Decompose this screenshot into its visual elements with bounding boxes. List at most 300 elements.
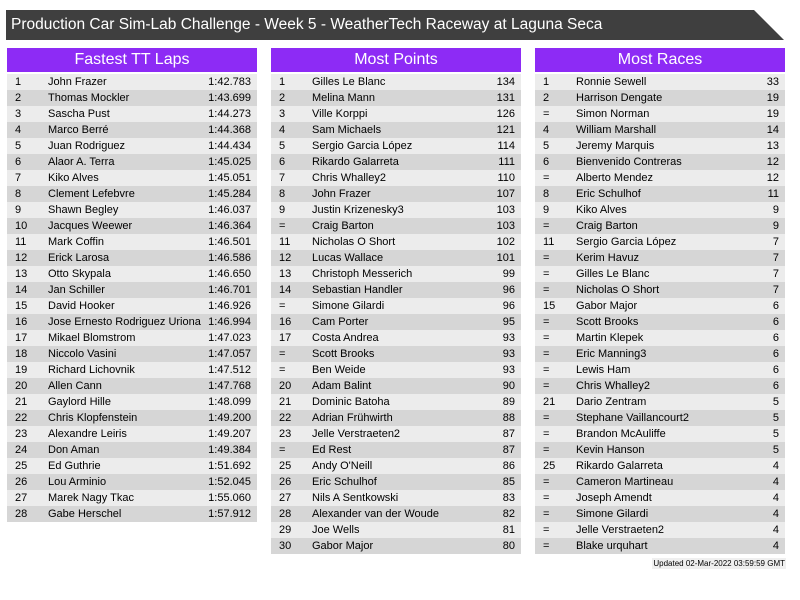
position-cell: 4 xyxy=(15,124,22,136)
value-cell: 1:51.692 xyxy=(208,460,251,472)
driver-name-cell: Kerim Havuz xyxy=(576,252,639,264)
position-cell: 23 xyxy=(279,428,292,440)
table-row xyxy=(7,362,257,378)
driver-name-cell: Nils A Sentkowski xyxy=(312,492,399,504)
value-cell: 1:45.051 xyxy=(208,172,251,184)
position-cell: 27 xyxy=(279,492,292,504)
table-row xyxy=(7,506,257,522)
table-row xyxy=(7,474,257,490)
table-row xyxy=(535,106,785,122)
table-row xyxy=(7,106,257,122)
value-cell: 103 xyxy=(496,220,515,232)
value-cell: 85 xyxy=(502,476,515,488)
table-row xyxy=(271,250,521,266)
driver-name-cell: Sebastian Handler xyxy=(312,284,403,296)
page-title: Production Car Sim-Lab Challenge - Week 5 - WeatherTech Raceway at Laguna Seca xyxy=(11,16,603,33)
position-cell: 22 xyxy=(279,412,292,424)
driver-name-cell: Jelle Verstraeten2 xyxy=(576,524,665,536)
position-cell: 10 xyxy=(15,220,28,232)
value-cell: 7 xyxy=(772,252,779,264)
position-cell: 12 xyxy=(279,252,292,264)
table-row xyxy=(271,234,521,250)
driver-name-cell: Sergio Garcia López xyxy=(576,236,677,248)
value-cell: 6 xyxy=(772,316,779,328)
position-cell: = xyxy=(543,220,550,232)
driver-name-cell: Adrian Frühwirth xyxy=(312,412,393,424)
value-cell: 95 xyxy=(502,316,515,328)
panel-title: Fastest TT Laps xyxy=(7,48,257,72)
table-row xyxy=(271,378,521,394)
driver-name-cell: Alexandre Leiris xyxy=(48,428,127,440)
value-cell: 93 xyxy=(502,348,515,360)
driver-name-cell: Cam Porter xyxy=(312,316,369,328)
driver-name-cell: David Hooker xyxy=(48,300,115,312)
table-row xyxy=(271,314,521,330)
driver-name-cell: Kiko Alves xyxy=(576,204,627,216)
value-cell: 33 xyxy=(766,76,779,88)
table-row xyxy=(7,186,257,202)
driver-name-cell: Gabor Major xyxy=(312,540,374,552)
table-row xyxy=(7,138,257,154)
driver-name-cell: Kiko Alves xyxy=(48,172,99,184)
driver-name-cell: Mark Coffin xyxy=(48,236,105,248)
position-cell: 23 xyxy=(15,428,28,440)
driver-name-cell: Simon Norman xyxy=(576,108,650,120)
position-cell: 29 xyxy=(279,524,292,536)
table-row xyxy=(271,298,521,314)
value-cell: 19 xyxy=(766,108,779,120)
position-cell: 3 xyxy=(279,108,286,120)
value-cell: 5 xyxy=(772,428,779,440)
driver-name-cell: John Frazer xyxy=(312,188,371,200)
driver-name-cell: Dominic Batoha xyxy=(312,396,390,408)
value-cell: 1:45.025 xyxy=(208,156,251,168)
value-cell: 9 xyxy=(772,220,779,232)
driver-name-cell: Gabor Major xyxy=(576,300,638,312)
position-cell: = xyxy=(543,252,550,264)
position-cell: 9 xyxy=(15,204,22,216)
position-cell: = xyxy=(543,316,550,328)
driver-name-cell: Simone Gilardi xyxy=(312,300,385,312)
value-cell: 4 xyxy=(772,524,779,536)
most-races-panel xyxy=(535,48,785,554)
table-row xyxy=(271,266,521,282)
panel-title: Most Races xyxy=(535,48,785,72)
table-row xyxy=(535,506,785,522)
position-cell: = xyxy=(279,348,286,360)
driver-name-cell: Jose Ernesto Rodriguez Uriona xyxy=(48,316,201,328)
position-cell: 15 xyxy=(543,300,556,312)
driver-name-cell: Marek Nagy Tkac xyxy=(48,492,134,504)
position-cell: 20 xyxy=(15,380,28,392)
position-cell: 3 xyxy=(15,108,22,120)
table-row xyxy=(535,234,785,250)
value-cell: 4 xyxy=(772,460,779,472)
value-cell: 1:43.699 xyxy=(208,92,251,104)
driver-name-cell: Craig Barton xyxy=(576,220,638,232)
value-cell: 93 xyxy=(502,364,515,376)
driver-name-cell: Scott Brooks xyxy=(576,316,639,328)
position-cell: 4 xyxy=(543,124,550,136)
driver-name-cell: John Frazer xyxy=(48,76,107,88)
value-cell: 102 xyxy=(496,236,515,248)
value-cell: 1:49.384 xyxy=(208,444,251,456)
table-row xyxy=(7,442,257,458)
value-cell: 83 xyxy=(502,492,515,504)
driver-name-cell: Dario Zentram xyxy=(576,396,647,408)
value-cell: 1:46.701 xyxy=(208,284,251,296)
driver-name-cell: Gabe Herschel xyxy=(48,508,122,520)
table-row xyxy=(7,282,257,298)
driver-name-cell: Joe Wells xyxy=(312,524,360,536)
table-row xyxy=(271,474,521,490)
position-cell: 2 xyxy=(279,92,286,104)
driver-name-cell: Nicholas O Short xyxy=(312,236,396,248)
position-cell: 11 xyxy=(543,236,555,248)
driver-name-cell: Ville Korppi xyxy=(312,108,368,120)
table-row xyxy=(535,314,785,330)
table-row xyxy=(7,154,257,170)
table-row xyxy=(7,490,257,506)
value-cell: 6 xyxy=(772,332,779,344)
value-cell: 5 xyxy=(772,412,779,424)
position-cell: 8 xyxy=(15,188,22,200)
table-row xyxy=(7,250,257,266)
value-cell: 4 xyxy=(772,540,779,552)
driver-name-cell: Alaor A. Terra xyxy=(48,156,115,168)
value-cell: 86 xyxy=(502,460,515,472)
table-row xyxy=(535,170,785,186)
page-banner xyxy=(6,10,784,40)
position-cell: 11 xyxy=(15,236,27,248)
table-row xyxy=(7,346,257,362)
value-cell: 7 xyxy=(772,284,779,296)
position-cell: = xyxy=(543,332,550,344)
driver-name-cell: Jan Schiller xyxy=(48,284,105,296)
table-row xyxy=(271,426,521,442)
value-cell: 7 xyxy=(772,268,779,280)
value-cell: 99 xyxy=(502,268,515,280)
table-row xyxy=(7,218,257,234)
position-cell: = xyxy=(543,172,550,184)
value-cell: 1:47.057 xyxy=(208,348,251,360)
driver-name-cell: Scott Brooks xyxy=(312,348,375,360)
position-cell: = xyxy=(543,524,550,536)
value-cell: 13 xyxy=(766,140,779,152)
position-cell: 16 xyxy=(15,316,28,328)
leaderboard-list xyxy=(535,74,785,554)
value-cell: 4 xyxy=(772,492,779,504)
table-row xyxy=(271,442,521,458)
position-cell: = xyxy=(543,412,550,424)
value-cell: 12 xyxy=(766,156,779,168)
table-row xyxy=(7,298,257,314)
driver-name-cell: Kevin Hanson xyxy=(576,444,645,456)
table-row xyxy=(535,442,785,458)
driver-name-cell: Gilles Le Blanc xyxy=(576,268,650,280)
position-cell: = xyxy=(543,508,550,520)
position-cell: = xyxy=(279,364,286,376)
position-cell: 30 xyxy=(279,540,292,552)
table-row xyxy=(271,122,521,138)
position-cell: 6 xyxy=(279,156,286,168)
position-cell: = xyxy=(543,284,550,296)
position-cell: 17 xyxy=(279,332,292,344)
table-row xyxy=(271,394,521,410)
value-cell: 1:45.284 xyxy=(208,188,251,200)
position-cell: 20 xyxy=(279,380,292,392)
value-cell: 6 xyxy=(772,364,779,376)
value-cell: 6 xyxy=(772,348,779,360)
position-cell: 24 xyxy=(15,444,28,456)
table-row xyxy=(271,106,521,122)
position-cell: 11 xyxy=(279,236,291,248)
value-cell: 1:55.060 xyxy=(208,492,251,504)
position-cell: = xyxy=(279,300,286,312)
table-row xyxy=(535,330,785,346)
value-cell: 6 xyxy=(772,300,779,312)
position-cell: 28 xyxy=(279,508,292,520)
value-cell: 1:52.045 xyxy=(208,476,251,488)
leaderboard-list xyxy=(7,74,257,522)
driver-name-cell: Adam Balint xyxy=(312,380,372,392)
table-row xyxy=(271,522,521,538)
driver-name-cell: Jacques Weewer xyxy=(48,220,133,232)
value-cell: 107 xyxy=(496,188,515,200)
table-row xyxy=(535,426,785,442)
driver-name-cell: Lucas Wallace xyxy=(312,252,384,264)
value-cell: 1:46.994 xyxy=(208,316,251,328)
value-cell: 5 xyxy=(772,444,779,456)
table-row xyxy=(271,346,521,362)
leaderboard-list xyxy=(271,74,521,554)
value-cell: 1:49.207 xyxy=(208,428,251,440)
driver-name-cell: Ronnie Sewell xyxy=(576,76,647,88)
table-row xyxy=(535,538,785,554)
position-cell: 8 xyxy=(279,188,286,200)
value-cell: 82 xyxy=(502,508,515,520)
position-cell: 26 xyxy=(15,476,28,488)
value-cell: 4 xyxy=(772,508,779,520)
driver-name-cell: Shawn Begley xyxy=(48,204,119,216)
driver-name-cell: Marco Berré xyxy=(48,124,109,136)
driver-name-cell: Ed Rest xyxy=(312,444,352,456)
table-row xyxy=(271,90,521,106)
table-row xyxy=(7,378,257,394)
position-cell: 2 xyxy=(15,92,22,104)
table-row xyxy=(535,362,785,378)
driver-name-cell: Jeremy Marquis xyxy=(576,140,655,152)
table-row xyxy=(7,234,257,250)
position-cell: = xyxy=(543,108,550,120)
value-cell: 1:44.273 xyxy=(208,108,251,120)
table-row xyxy=(271,154,521,170)
table-row xyxy=(7,458,257,474)
driver-name-cell: Gilles Le Blanc xyxy=(312,76,386,88)
table-row xyxy=(7,314,257,330)
driver-name-cell: Chris Whalley2 xyxy=(576,380,650,392)
driver-name-cell: Alberto Mendez xyxy=(576,172,654,184)
driver-name-cell: Juan Rodriguez xyxy=(48,140,126,152)
position-cell: 1 xyxy=(543,76,550,88)
driver-name-cell: Stephane Vaillancourt2 xyxy=(576,412,689,424)
value-cell: 93 xyxy=(502,332,515,344)
position-cell: 25 xyxy=(279,460,292,472)
table-row xyxy=(271,506,521,522)
value-cell: 96 xyxy=(502,284,515,296)
table-row xyxy=(535,378,785,394)
table-row xyxy=(7,90,257,106)
table-row xyxy=(7,74,257,90)
driver-name-cell: Gaylord Hille xyxy=(48,396,111,408)
table-row xyxy=(535,266,785,282)
value-cell: 1:47.768 xyxy=(208,380,251,392)
driver-name-cell: Jelle Verstraeten2 xyxy=(312,428,401,440)
table-row xyxy=(535,458,785,474)
position-cell: = xyxy=(543,476,550,488)
value-cell: 1:46.650 xyxy=(208,268,251,280)
position-cell: 19 xyxy=(15,364,28,376)
table-row xyxy=(271,458,521,474)
table-row xyxy=(535,474,785,490)
value-cell: 1:46.037 xyxy=(208,204,251,216)
value-cell: 6 xyxy=(772,380,779,392)
driver-name-cell: Alexander van der Woude xyxy=(312,508,439,520)
value-cell: 1:44.368 xyxy=(208,124,251,136)
driver-name-cell: Rikardo Galarreta xyxy=(312,156,399,168)
value-cell: 81 xyxy=(502,524,515,536)
table-row xyxy=(271,186,521,202)
value-cell: 1:46.364 xyxy=(208,220,251,232)
value-cell: 131 xyxy=(496,92,515,104)
position-cell: 15 xyxy=(15,300,28,312)
driver-name-cell: Clement Lefebvre xyxy=(48,188,135,200)
position-cell: 5 xyxy=(279,140,286,152)
position-cell: 14 xyxy=(279,284,292,296)
position-cell: 21 xyxy=(543,396,556,408)
table-row xyxy=(535,90,785,106)
position-cell: 28 xyxy=(15,508,28,520)
driver-name-cell: Nicholas O Short xyxy=(576,284,660,296)
position-cell: 22 xyxy=(15,412,28,424)
table-row xyxy=(271,74,521,90)
position-cell: = xyxy=(279,220,286,232)
value-cell: 87 xyxy=(502,444,515,456)
position-cell: 1 xyxy=(279,76,286,88)
table-row xyxy=(535,74,785,90)
position-cell: = xyxy=(279,444,286,456)
value-cell: 1:46.586 xyxy=(208,252,251,264)
value-cell: 96 xyxy=(502,300,515,312)
position-cell: = xyxy=(543,268,550,280)
table-row xyxy=(7,330,257,346)
position-cell: 13 xyxy=(15,268,28,280)
table-row xyxy=(535,522,785,538)
table-row xyxy=(271,202,521,218)
table-row xyxy=(535,186,785,202)
table-row xyxy=(535,138,785,154)
position-cell: 25 xyxy=(15,460,28,472)
table-row xyxy=(7,410,257,426)
value-cell: 1:49.200 xyxy=(208,412,251,424)
driver-name-cell: Richard Lichovnik xyxy=(48,364,135,376)
driver-name-cell: Eric Schulhof xyxy=(312,476,377,488)
driver-name-cell: Costa Andrea xyxy=(312,332,379,344)
position-cell: 9 xyxy=(279,204,286,216)
driver-name-cell: Cameron Martineau xyxy=(576,476,674,488)
position-cell: = xyxy=(543,492,550,504)
value-cell: 111 xyxy=(498,156,515,168)
position-cell: = xyxy=(543,364,550,376)
value-cell: 12 xyxy=(766,172,779,184)
table-row xyxy=(535,282,785,298)
value-cell: 7 xyxy=(772,236,779,248)
table-row xyxy=(7,170,257,186)
value-cell: 9 xyxy=(772,204,779,216)
driver-name-cell: Sergio Garcia López xyxy=(312,140,413,152)
driver-name-cell: Don Aman xyxy=(48,444,100,456)
position-cell: 12 xyxy=(15,252,28,264)
value-cell: 121 xyxy=(496,124,515,136)
driver-name-cell: Craig Barton xyxy=(312,220,374,232)
position-cell: 27 xyxy=(15,492,28,504)
table-row xyxy=(535,394,785,410)
table-row xyxy=(271,218,521,234)
table-row xyxy=(535,122,785,138)
position-cell: 13 xyxy=(279,268,292,280)
position-cell: 5 xyxy=(543,140,550,152)
value-cell: 1:47.512 xyxy=(208,364,251,376)
driver-name-cell: Thomas Mockler xyxy=(48,92,130,104)
driver-name-cell: Blake urquhart xyxy=(576,540,648,552)
driver-name-cell: Ben Weide xyxy=(312,364,366,376)
driver-name-cell: Simone Gilardi xyxy=(576,508,649,520)
position-cell: = xyxy=(543,428,550,440)
table-row xyxy=(271,330,521,346)
panel-title: Most Points xyxy=(271,48,521,72)
value-cell: 88 xyxy=(502,412,515,424)
value-cell: 1:46.926 xyxy=(208,300,251,312)
position-cell: 21 xyxy=(15,396,28,408)
position-cell: 4 xyxy=(279,124,286,136)
position-cell: 7 xyxy=(279,172,286,184)
position-cell: 9 xyxy=(543,204,550,216)
driver-name-cell: Bienvenido Contreras xyxy=(576,156,682,168)
value-cell: 110 xyxy=(497,172,515,184)
position-cell: 25 xyxy=(543,460,556,472)
position-cell: 5 xyxy=(15,140,22,152)
position-cell: 14 xyxy=(15,284,28,296)
driver-name-cell: Lewis Ham xyxy=(576,364,631,376)
table-row xyxy=(535,298,785,314)
driver-name-cell: Lou Arminio xyxy=(48,476,107,488)
position-cell: 1 xyxy=(15,76,22,88)
driver-name-cell: Joseph Amendt xyxy=(576,492,652,504)
table-row xyxy=(535,410,785,426)
driver-name-cell: Chris Whalley2 xyxy=(312,172,386,184)
table-row xyxy=(271,282,521,298)
value-cell: 134 xyxy=(496,76,515,88)
position-cell: 26 xyxy=(279,476,292,488)
driver-name-cell: Allen Cann xyxy=(48,380,102,392)
table-row xyxy=(7,426,257,442)
position-cell: 2 xyxy=(543,92,550,104)
table-row xyxy=(271,538,521,554)
driver-name-cell: William Marshall xyxy=(576,124,657,136)
table-row xyxy=(271,138,521,154)
value-cell: 89 xyxy=(502,396,515,408)
driver-name-cell: Justin Krizenesky3 xyxy=(312,204,404,216)
